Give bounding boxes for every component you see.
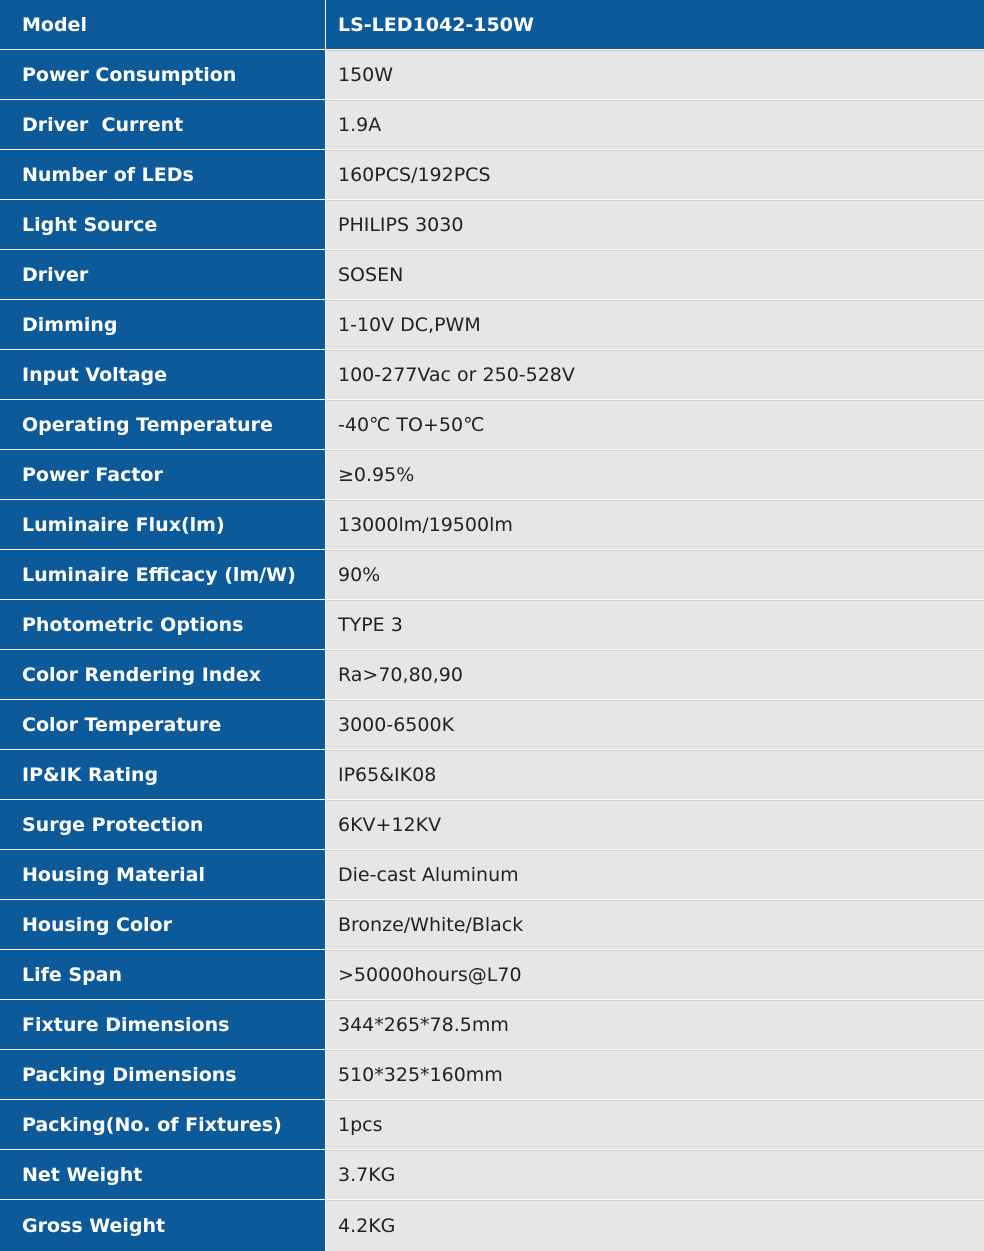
spec-value: Ra>70,80,90	[326, 650, 984, 699]
table-row	[0, 550, 984, 600]
spec-label: Gross Weight	[0, 1200, 326, 1251]
spec-label: Operating Temperature	[0, 400, 326, 449]
table-row	[0, 700, 984, 750]
spec-label: Color Temperature	[0, 700, 326, 749]
spec-value: 3000-6500K	[326, 700, 984, 749]
spec-value: 6KV+12KV	[326, 800, 984, 849]
spec-label: Dimming	[0, 300, 326, 349]
spec-label: Luminaire Flux(lm)	[0, 500, 326, 549]
table-row	[0, 500, 984, 550]
spec-value: 160PCS/192PCS	[326, 150, 984, 199]
spec-value: 1-10V DC,PWM	[326, 300, 984, 349]
spec-value: IP65&IK08	[326, 750, 984, 799]
table-row	[0, 50, 984, 100]
spec-value: 1.9A	[326, 100, 984, 149]
spec-label: Input Voltage	[0, 350, 326, 399]
header-label: Model	[0, 0, 326, 49]
table-row	[0, 800, 984, 850]
spec-value: 3.7KG	[326, 1150, 984, 1199]
spec-label: Housing Color	[0, 900, 326, 949]
spec-label: Net Weight	[0, 1150, 326, 1199]
table-row	[0, 1200, 984, 1251]
spec-value: TYPE 3	[326, 600, 984, 649]
spec-value: SOSEN	[326, 250, 984, 299]
spec-label: Surge Protection	[0, 800, 326, 849]
spec-value: ≥0.95%	[326, 450, 984, 499]
table-row	[0, 1000, 984, 1050]
spec-value: 100-277Vac or 250-528V	[326, 350, 984, 399]
table-row	[0, 750, 984, 800]
spec-value: -40℃ TO+50℃	[326, 400, 984, 449]
table-row	[0, 200, 984, 250]
spec-label: Fixture Dimensions	[0, 1000, 326, 1049]
spec-value: 4.2KG	[326, 1200, 984, 1251]
table-row	[0, 150, 984, 200]
spec-value: 510*325*160mm	[326, 1050, 984, 1099]
spec-value: 13000lm/19500lm	[326, 500, 984, 549]
table-row	[0, 950, 984, 1000]
table-row	[0, 1150, 984, 1200]
spec-label: Light Source	[0, 200, 326, 249]
spec-value: 150W	[326, 50, 984, 99]
spec-value: Bronze/White/Black	[326, 900, 984, 949]
spec-label: Luminaire Efficacy (lm/W)	[0, 550, 326, 599]
spec-value: 344*265*78.5mm	[326, 1000, 984, 1049]
spec-label: Photometric Options	[0, 600, 326, 649]
table-row	[0, 350, 984, 400]
spec-label: Packing Dimensions	[0, 1050, 326, 1099]
table-row	[0, 400, 984, 450]
table-row	[0, 900, 984, 950]
table-row	[0, 300, 984, 350]
table-row	[0, 650, 984, 700]
spec-label: Power Factor	[0, 450, 326, 499]
spec-value: >50000hours@L70	[326, 950, 984, 999]
table-row	[0, 850, 984, 900]
spec-label: Driver	[0, 250, 326, 299]
spec-label: Life Span	[0, 950, 326, 999]
spec-label: Housing Material	[0, 850, 326, 899]
spec-label: Color Rendering Index	[0, 650, 326, 699]
spec-label: Packing(No. of Fixtures)	[0, 1100, 326, 1149]
spec-label: Power Consumption	[0, 50, 326, 99]
spec-label: IP&IK Rating	[0, 750, 326, 799]
table-row	[0, 1100, 984, 1150]
table-row	[0, 250, 984, 300]
table-row	[0, 100, 984, 150]
table-header-row	[0, 0, 984, 50]
table-row	[0, 600, 984, 650]
table-row	[0, 450, 984, 500]
spec-value: Die-cast Aluminum	[326, 850, 984, 899]
spec-value: 1pcs	[326, 1100, 984, 1149]
header-value: LS-LED1042-150W	[326, 0, 984, 49]
spec-value: 90%	[326, 550, 984, 599]
spec-label: Driver Current	[0, 100, 326, 149]
spec-label: Number of LEDs	[0, 150, 326, 199]
spec-value: PHILIPS 3030	[326, 200, 984, 249]
table-row	[0, 1050, 984, 1100]
